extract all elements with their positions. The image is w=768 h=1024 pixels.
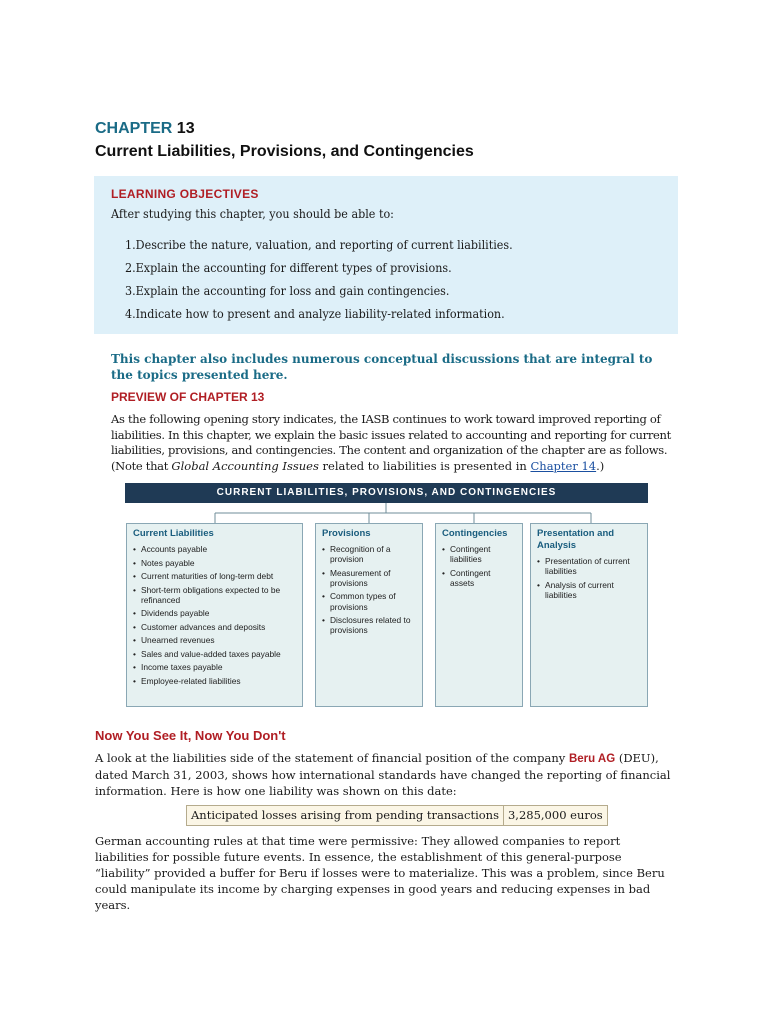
objective-text: Explain the accounting for loss and gain contingencies.	[135, 284, 450, 298]
story-text: (DEU), dated March 31, 2003, shows how international standards have changed the reporting of financial information. Here is how one liability was shown on this date:	[95, 751, 671, 798]
box-title: Contingencies	[442, 528, 508, 539]
box-item: • Customer advances and deposits	[133, 622, 296, 632]
objective-text: Indicate how to present and analyze liability-related information.	[135, 307, 505, 321]
chapter-label-word: CHAPTER	[95, 120, 173, 137]
diagram-box-provisions	[315, 523, 423, 707]
box-item: • Disclosures related to provisions	[322, 615, 416, 635]
box-item: • Unearned revenues	[133, 635, 296, 645]
chapter-organization-diagram	[125, 483, 650, 707]
company-name: Beru AG	[568, 753, 616, 765]
diagram-box-presentation-analysis	[530, 523, 648, 707]
learning-objectives-list	[111, 234, 678, 326]
chapter-number: 13	[176, 120, 195, 137]
box-item: • Presentation of current liabilities	[537, 556, 641, 576]
story-text: A look at the liabilities side of the statement of financial position of the company	[95, 751, 569, 765]
learning-objective-item	[125, 303, 639, 326]
objective-number: 1.	[125, 238, 136, 252]
box-item: • Common types of provisions	[322, 591, 416, 611]
learning-objective-item	[125, 257, 639, 280]
objective-number: 2.	[125, 261, 136, 275]
preview-heading: PREVIEW OF CHAPTER 13	[111, 390, 265, 404]
objective-text: Describe the nature, valuation, and reporting of current liabilities.	[135, 238, 513, 252]
box-item: • Short-term obligations expected to be refinanced	[133, 585, 296, 605]
box-title: Current Liabilities	[133, 528, 214, 539]
diagram-box-current-liabilities	[126, 523, 303, 707]
learning-objective-item	[125, 280, 639, 303]
preview-text-middle: related to liabilities is presented in	[318, 458, 531, 473]
box-items	[442, 544, 516, 588]
objective-number: 4.	[125, 307, 136, 321]
liability-amount-cell: 3,285,000 euros	[504, 805, 608, 826]
box-item: • Contingent assets	[442, 568, 516, 588]
story-heading: Now You See It, Now You Don't	[95, 728, 286, 743]
learning-objectives-intro: After studying this chapter, you should be able to:	[111, 207, 394, 221]
box-item: • Measurement of provisions	[322, 568, 416, 588]
box-items	[133, 544, 296, 686]
box-item: • Contingent liabilities	[442, 544, 516, 564]
diagram-box-contingencies	[435, 523, 523, 707]
liability-label-cell: Anticipated losses arising from pending transactions	[186, 805, 504, 826]
learning-objectives-box	[94, 176, 678, 334]
learning-objectives-heading: LEARNING OBJECTIVES	[111, 187, 259, 201]
box-item: • Notes payable	[133, 558, 296, 568]
chapter-14-link[interactable]: Chapter 14	[530, 458, 597, 473]
box-item: • Sales and value-added taxes payable	[133, 649, 296, 659]
preview-text-before: As the following opening story indicates, the IASB continues to work toward improved reporting of liabilities. In this chapter, we explain the basic issues related to accounting and reporting for current liabilities, provisions, and contingencies. The content and organization of the chapter are as follows. (Note that	[111, 412, 671, 473]
diagram-title: CURRENT LIABILITIES, PROVISIONS, AND CONTINGENCIES	[125, 483, 648, 503]
box-item: • Current maturities of long-term debt	[133, 571, 296, 581]
box-items	[537, 556, 641, 600]
box-item: • Employee-related liabilities	[133, 676, 296, 686]
story-paragraph-1	[95, 750, 675, 799]
chapter-title: Current Liabilities, Provisions, and Contingencies	[95, 143, 474, 160]
box-item: • Income taxes payable	[133, 662, 296, 672]
chapter-label	[95, 119, 474, 139]
objective-number: 3.	[125, 284, 136, 298]
liability-table-row	[186, 805, 608, 826]
objective-text: Explain the accounting for different types of provisions.	[135, 261, 452, 275]
integral-note: This chapter also includes numerous conceptual discussions that are integral to the topics presented here.	[111, 352, 653, 382]
box-items	[322, 544, 416, 636]
preview-paragraph	[111, 412, 677, 474]
box-title: Provisions	[322, 528, 371, 539]
preview-text-after: .)	[596, 458, 605, 473]
box-item: • Analysis of current liabilities	[537, 580, 641, 600]
box-item: • Recognition of a provision	[322, 544, 416, 564]
story-paragraph-2: German accounting rules at that time were permissive: They allowed companies to report liabilities for possible future events. In essence, the establishment of this general-purpose “liability” provided a buffer for Beru if losses were to materialize. This was a problem, since Beru could manipulate its income by charging expenses in good years and reducing expenses in bad years.	[95, 834, 665, 912]
diagram-connectors	[125, 503, 650, 523]
learning-objective-item	[125, 234, 639, 257]
chapter-header	[95, 119, 474, 162]
box-item: • Dividends payable	[133, 608, 296, 618]
box-title: Presentation and Analysis	[537, 528, 615, 551]
preview-italic-text: Global Accounting Issues	[171, 458, 319, 473]
box-item: • Accounts payable	[133, 544, 296, 554]
